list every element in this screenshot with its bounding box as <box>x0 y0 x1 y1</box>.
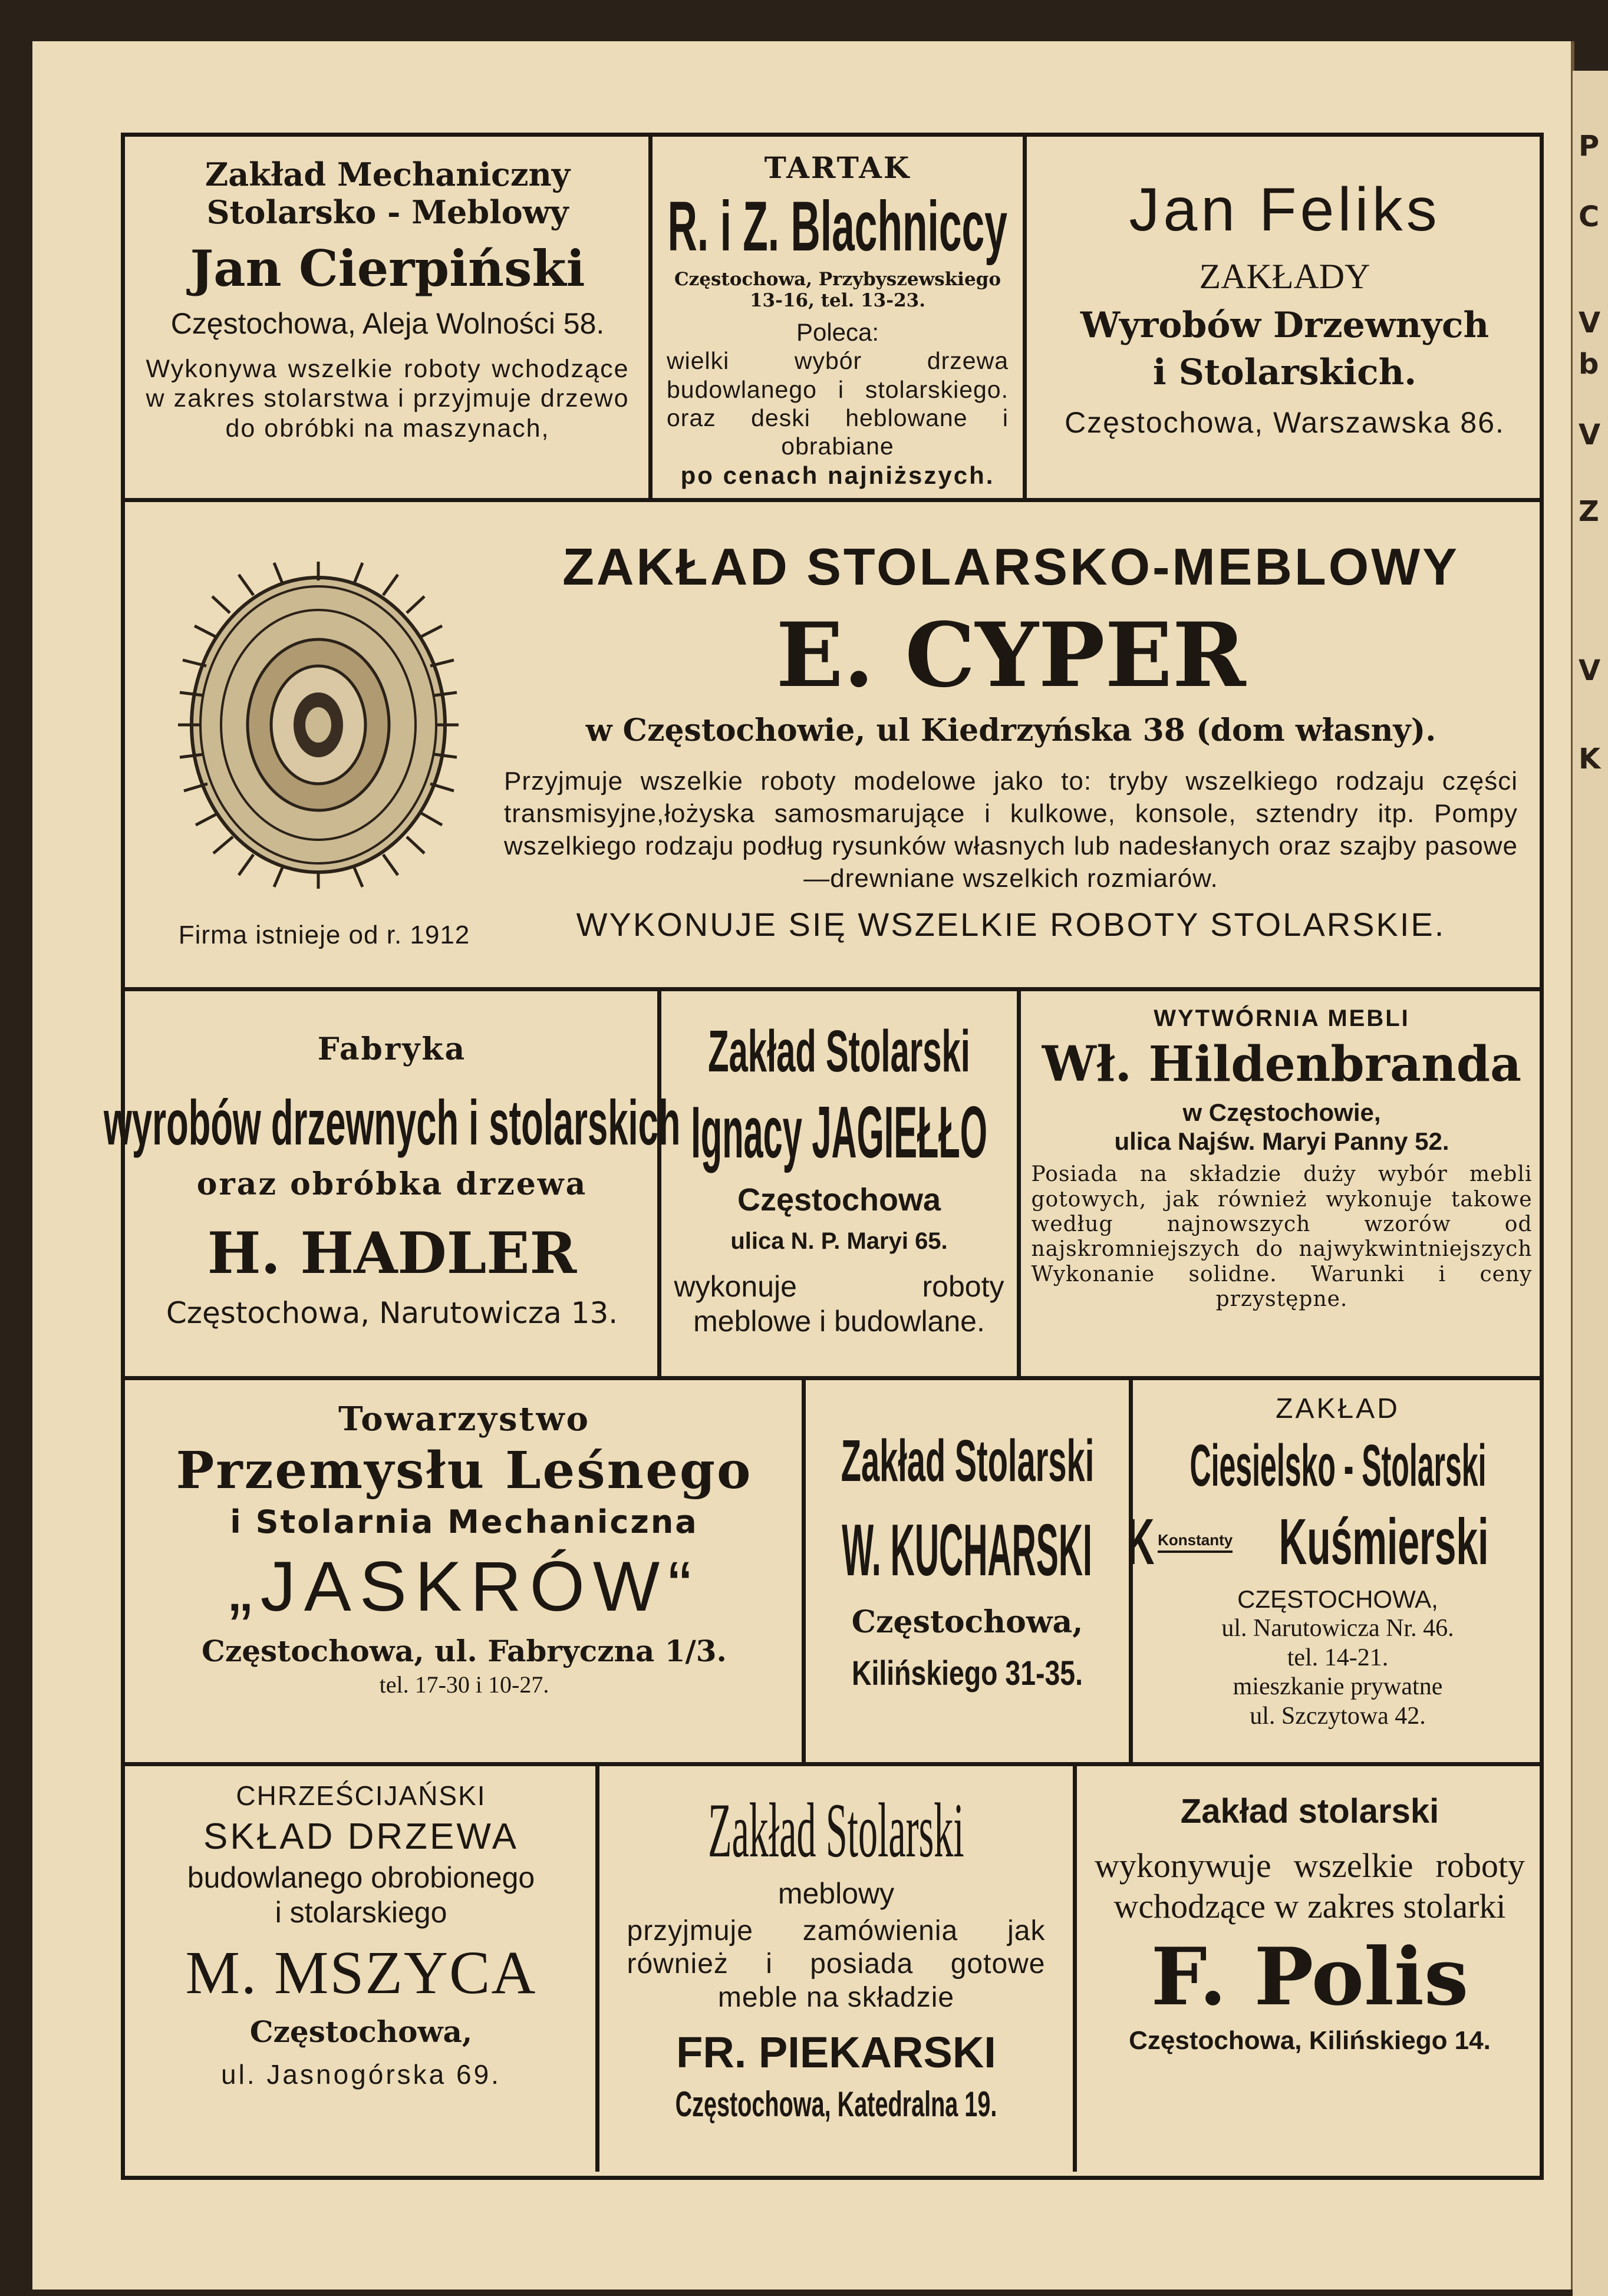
column-divider <box>1073 1765 1077 2172</box>
ad-text: i Stolarnia Mechaniczna <box>230 1503 698 1540</box>
ad-name: R. i Z. Blachniccy <box>667 187 1008 266</box>
ad-emphasis: po cenach najniższych. <box>680 461 995 489</box>
ad-name: H. HADLER <box>207 1220 577 1287</box>
ad-kusmierski <box>1126 1382 1543 1762</box>
ad-body: wielki wybór drzewa budowlanego i stolarskiego. oraz deski heblowane i obrabiane <box>667 347 1009 460</box>
ad-name: Jan Cierpiński <box>190 239 585 298</box>
ad-piekarski <box>599 1768 1073 2169</box>
adjacent-fragment: V <box>1579 418 1601 451</box>
ad-text: Przemysłu Leśnego <box>176 1441 753 1501</box>
adjacent-fragment: V <box>1579 306 1601 339</box>
ad-address: Częstochowa, Przybyszewskiego 13-16, tel. 13-23. <box>674 268 1001 312</box>
ad-heading: ZAKŁAD <box>1276 1393 1400 1424</box>
ad-feliks <box>1027 138 1543 498</box>
ad-phone: tel. 17-30 i 10-27. <box>379 1671 549 1698</box>
adjacent-fragment: P <box>1579 130 1600 163</box>
ad-name: M. MSZYCA <box>185 1939 537 2007</box>
ad-text: i Stolarskich. <box>1152 352 1417 394</box>
ad-cyper <box>483 504 1538 987</box>
ad-address: Częstochowa, Katedralna 19. <box>675 2084 997 2124</box>
ad-heading: SKŁAD DRZEWA <box>203 1816 519 1858</box>
ad-body: Wykonywa wszelkie roboty wchodzące w zakres stolarstwa i przyjmuje drzewo do obróbki na maszynach, <box>146 354 630 443</box>
ad-address: ul. Jasnogórska 69. <box>221 2059 501 2090</box>
ad-address: Częstochowa, Kilińskiego 14. <box>1129 2026 1491 2056</box>
ad-name: „JASKRÓW“ <box>228 1547 700 1627</box>
ad-city: CZĘSTOCHOWA, <box>1237 1585 1438 1614</box>
ad-body: wykonywuje wszelkie roboty wchodzące w zakres stolarki <box>1095 1846 1525 1925</box>
adjacent-page-strip <box>1573 71 1608 2296</box>
adjacent-fragment: Z <box>1579 495 1599 528</box>
ad-city: w Częstochowie, <box>1182 1098 1381 1126</box>
ad-city: Częstochowa, <box>249 2014 473 2050</box>
ad-text: i stolarskiego <box>275 1896 447 1929</box>
ad-name-initial: K <box>1126 1505 1155 1578</box>
column-divider <box>657 990 661 1379</box>
row-divider <box>121 1376 1544 1380</box>
ad-body: Przyjmuje wszelkie roboty modelowe jako to: tryby wszelkiego rodzaju części transmisyjne,łożyska samosmarujące i kulkowe, konsole, sztendry itp. Pompy wszelkiego rodzaju podług rysunków własnych lub nadesłanych oraz szajby pasowe—drewniane wszelkich rozmiarów. <box>504 767 1518 893</box>
ad-name: E. CYPER <box>776 603 1246 707</box>
ad-text: meblowy <box>777 1876 895 1910</box>
ad-blachniccy <box>653 138 1023 498</box>
ad-text: ZAKŁADY <box>1199 256 1370 296</box>
ad-name: Jan Feliks <box>1129 176 1441 244</box>
ad-mszyca <box>127 1768 595 2169</box>
column-divider <box>1023 136 1027 501</box>
row-divider <box>121 498 1544 502</box>
ad-heading: Zakład Stolarski <box>841 1428 1094 1494</box>
ad-jagiello <box>661 993 1017 1376</box>
ad-text: Poleca: <box>796 318 879 346</box>
ad-address: ulica N. P. Maryi 65. <box>730 1228 948 1255</box>
ad-heading: Zakład Stolarski <box>708 1018 970 1084</box>
ad-text: budowlanego obrobionego <box>187 1861 535 1895</box>
ad-kucharski <box>806 1382 1129 1762</box>
ad-name: Ignacy JAGIEŁŁO <box>691 1092 987 1173</box>
ad-name: W. KUCHARSKI <box>842 1510 1093 1591</box>
adjacent-fragment: C <box>1579 200 1600 233</box>
ad-cierpinski <box>127 138 648 498</box>
ad-address: Kilińskiego 31-35. <box>851 1654 1083 1693</box>
ad-city: Częstochowa <box>737 1182 941 1218</box>
ad-text: Towarzystwo <box>338 1400 590 1439</box>
ad-heading: ZAKŁAD STOLARSKO-MEBLOWY <box>562 537 1459 596</box>
ad-name: Wł. Hildenbranda <box>1042 1036 1522 1093</box>
row-divider <box>121 987 1544 991</box>
ad-hadler <box>103 993 681 1376</box>
ad-footer: WYKONUJE SIĘ WSZELKIE ROBOTY STOLARSKIE. <box>576 906 1446 944</box>
row-divider <box>121 1762 1544 1766</box>
ad-text: Fabryka <box>317 1031 467 1067</box>
ad-text: wyrobów drzewnych i stolarskich <box>103 1087 681 1159</box>
ad-heading: Zakład Stolarski <box>708 1787 964 1873</box>
ad-name-small: Konstanty <box>1158 1531 1233 1553</box>
ad-address: Częstochowa, Warszawska 86. <box>1065 406 1505 440</box>
ad-address: ulica Najśw. Maryi Panny 52. <box>1114 1127 1449 1156</box>
ad-heading: CHRZEŚCIJAŃSKI <box>236 1780 486 1811</box>
ad-address: w Częstochowie, ul Kiedrzyńska 38 (dom własny). <box>585 712 1436 748</box>
ad-name: Kuśmierski <box>1279 1505 1489 1578</box>
ad-name: FR. PIEKARSKI <box>676 2027 996 2077</box>
column-divider <box>1017 990 1021 1379</box>
ad-body: wykonuje roboty meblowe i budowlane. <box>674 1270 1004 1338</box>
ad-heading: Zakład stolarski <box>1180 1792 1439 1830</box>
ad-address: Częstochowa, Aleja Wolności 58. <box>170 306 605 340</box>
ad-heading: Stolarsko - Meblowy <box>206 193 569 231</box>
column-divider <box>595 1765 599 2172</box>
ad-jaskrow <box>127 1382 802 1762</box>
adjacent-fragment: b <box>1579 348 1599 381</box>
ad-heading: Zakład Mechaniczny <box>205 156 571 193</box>
ad-address: Częstochowa, ul. Fabryczna 1/3. <box>202 1633 727 1668</box>
ad-heading: TARTAK <box>764 150 911 185</box>
ad-address: ul. Narutowicza Nr. 46. <box>1221 1614 1454 1642</box>
adjacent-fragment: K <box>1579 743 1601 776</box>
ad-heading: WYTWÓRNIA MEBLI <box>1154 1005 1410 1031</box>
ad-address: Częstochowa, Narutowicza 13. <box>166 1296 618 1331</box>
ad-heading: Ciesielsko - Stolarski <box>1189 1432 1487 1499</box>
ad-city: Częstochowa, <box>851 1604 1083 1641</box>
column-divider <box>802 1379 806 1765</box>
ad-text: Wyrobów Drzewnych <box>1080 304 1490 346</box>
gear-illustration <box>171 560 466 890</box>
ad-text: oraz obróbka drzewa <box>196 1166 588 1202</box>
ad-phone: tel. 14-21. <box>1287 1644 1389 1671</box>
ad-body: przyjmuje zamówienia jak również i posiada gotowe meble na składzie <box>627 1915 1046 2013</box>
ad-polis <box>1077 1768 1543 2169</box>
ad-text: mieszkanie prywatne <box>1233 1673 1443 1701</box>
firm-since: Firma istnieje od r. 1912 <box>178 921 470 949</box>
ad-hildenbranda <box>1021 993 1543 1376</box>
ad-address: ul. Szczytowa 42. <box>1250 1702 1426 1730</box>
ad-body: Posiada na składzie duży wybór mebli gotowych, jak również wykonuje takowe według najnowszych wzorów od najskromniejszych do najwykwintniejszych Wykonanie solidne. Warunki i ceny przystępne. <box>1031 1162 1533 1312</box>
column-divider <box>648 136 653 501</box>
adjacent-fragment: V <box>1579 654 1601 687</box>
ad-name: F. Polis <box>1151 1930 1469 2024</box>
